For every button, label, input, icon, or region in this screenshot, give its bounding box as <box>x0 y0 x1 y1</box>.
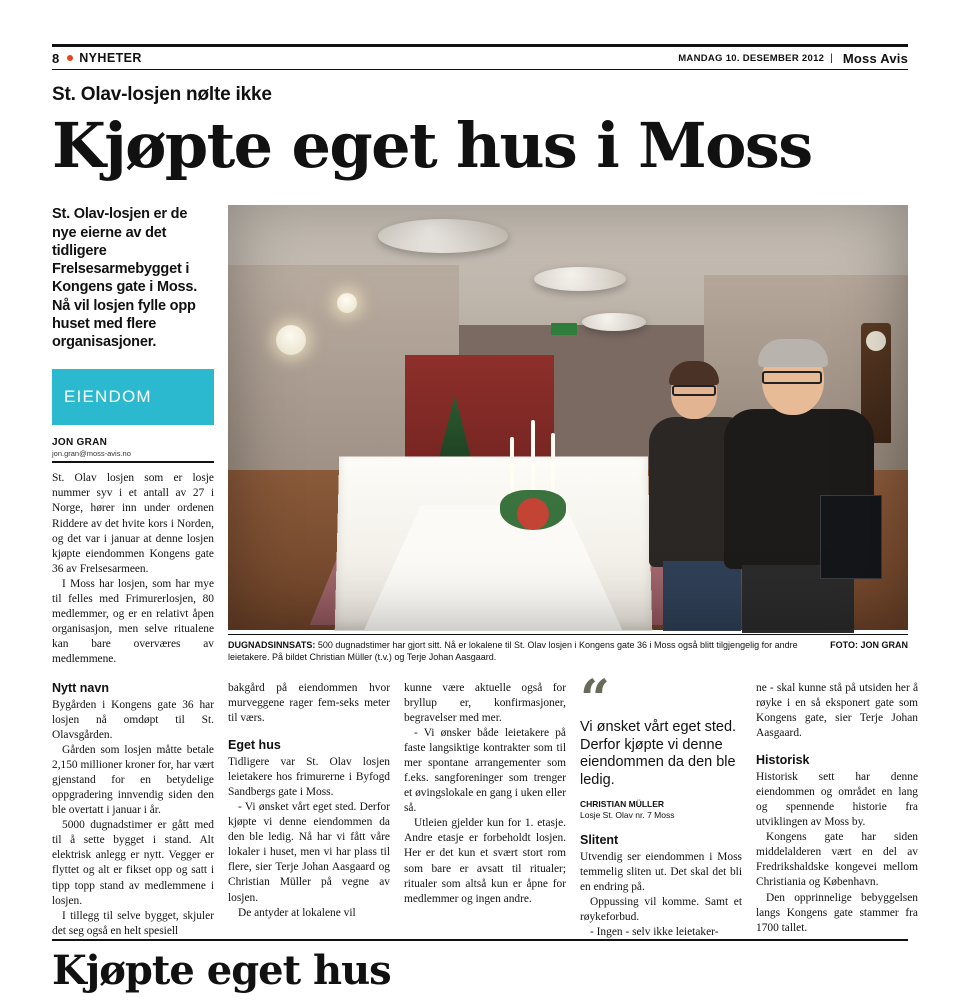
masthead-separator: | <box>830 52 833 64</box>
masthead <box>52 44 908 70</box>
intro-column <box>52 205 214 667</box>
pull-quote <box>580 668 742 821</box>
paragraph: I tillegg til selve bygget, skjuler det seg også en helt spesiell <box>52 909 214 937</box>
article-headline: Kjøpte eget hus i Moss <box>52 109 812 182</box>
subhead: Slitent <box>580 832 619 847</box>
paragraph: Bygården i Kongens gate 36 har losjen nå omdøpt til St. Olavsgården. <box>52 698 214 742</box>
article-photo <box>228 205 908 630</box>
paragraph: Tidligere var St. Olav losjen leietakere hos frimurerne i Byfogd Sandbergs gate i Moss. <box>228 756 390 799</box>
quote-mark-icon: “ <box>580 668 610 730</box>
body-column-5 <box>756 681 918 934</box>
subhead: Nytt navn <box>52 680 109 695</box>
photo-caption-lead: DUGNADSINNSATS: <box>228 640 316 651</box>
paragraph: ne - skal kunne stå på utsiden her å røyke i en så eksponert gate som Kongens gate, sier Terje Johan Aasgaard. <box>756 681 918 740</box>
subhead: Eget hus <box>228 738 281 753</box>
bullet-dot-icon <box>67 55 73 61</box>
paragraph: - Vi ønsker både leietakere på faste langsiktige kontrakter som til mer spontane arrangementer som f.eks. sangforeninger som trenger et øvingslokale en gang i uken eller så. <box>404 727 566 815</box>
paragraph: Oppussing vil komme. Samt et røykeforbud. <box>580 895 742 923</box>
byline <box>52 437 214 463</box>
paragraph: 5000 dugnadstimer er gått med til å sette bygget i stand. Alt elektrisk anlegg er nytt. Vegger er flyttet og alt er fikset opp og satt i tipp topp stand av medlemmene i losjen. <box>52 819 214 907</box>
paragraph: De antyder at lokalene vil <box>238 906 356 919</box>
paragraph: Utleien gjelder kun for 1. etasje. Andre etasje er forbeholdt losjen. Her er det kun et svært stort rom som bare er avsatt til ritualer; ritualer som altså kun er åpne for medlemmer og ingen andre. <box>404 817 566 905</box>
next-page-headline-peek: Kjøpte eget hus <box>52 946 391 994</box>
newspaper-page <box>0 44 960 1000</box>
paragraph: Kongens gate har siden middelalderen vært en del av Fredrikshaldske kongevei mellom Christiania og København. <box>756 831 918 889</box>
pull-quote-role: Losje St. Olav nr. 7 Moss <box>580 809 675 820</box>
photo-caption-body: 500 dugnadstimer har gjort sitt. Nå er lokalene til St. Olav losjen i Kongens gate 36 i Moss også blitt tilgjengelig for andre leietakere. På bildet Christian Müller (t.v.) og Terje Johan Aasgaard. <box>228 640 798 663</box>
page-number: 8 <box>52 50 60 66</box>
paragraph: Utvendig ser eiendommen i Moss temmelig sliten ut. Det skal det bli en endring på. <box>580 850 742 893</box>
byline-email: jon.gran@moss-avis.no <box>52 449 131 459</box>
photo-caption-text <box>228 639 822 663</box>
body-column-3 <box>404 681 566 931</box>
photo-vignette <box>228 205 908 630</box>
pull-quote-text: Vi ønsket vårt eget sted. Derfor kjøpte vi denne eiendommen da den ble ledig. <box>580 718 737 789</box>
body-column-2 <box>228 681 390 931</box>
standfirst: St. Olav-losjen er de nye eierne av det tidligere Frelsesarmebygget i Kongens gate i Moss. Nå vil losjen fylle opp huset med flere organisasjoner. <box>52 206 198 351</box>
article-kicker: St. Olav-losjen nølte ikke <box>52 84 272 105</box>
section-tag-label: EIENDOM <box>64 387 152 407</box>
issue-date: MANDAG 10. DESEMBER 2012 <box>678 52 825 64</box>
paragraph: - Ingen - selv ikke leietaker- <box>590 926 719 939</box>
page-bottom-rule <box>52 939 908 941</box>
article-top-area <box>52 205 908 667</box>
photo-column <box>228 205 908 667</box>
paragraph: bakgård på eiendommen hvor murveggene rager fem-seks meter til værs. <box>228 681 390 725</box>
lead-text <box>52 471 214 667</box>
lead-paragraph: St. Olav losjen som er losje nummer syv i et antall av 27 i Norge, hører inn under ordenen Riddere av det hvite kors i Norden, og det var i januar at denne losjen kjøpte eiendommen Kongens gate 36 av Frelsesarmeen. <box>52 472 214 575</box>
section-tag-badge <box>52 369 214 425</box>
body-column-1 <box>52 680 214 937</box>
pull-quote-name: CHRISTIAN MÜLLER <box>580 798 665 809</box>
paragraph: Den opprinnelige bebyggelsen langs Kongens gate stammer fra 1700 tallet. <box>756 891 918 934</box>
article-body-columns <box>52 668 918 939</box>
photo-wrap <box>228 205 908 663</box>
subhead: Historisk <box>756 753 810 768</box>
paragraph: - Vi ønsket vårt eget sted. Derfor kjøpte vi denne eiendommen da den ble ledig. Nå har vi fått våre lokaler i huset, men vi har plass til flere, sier Terje Johan Aasgaard og Christian Müller på vegne av losjen. <box>228 801 390 904</box>
photo-credit: FOTO: JON GRAN <box>830 640 908 651</box>
paper-name: Moss Avis <box>842 50 908 66</box>
body-column-4 <box>580 668 742 939</box>
masthead-left <box>52 51 142 66</box>
paragraph: Gården som losjen måtte betale 2,150 millioner kroner for, har vært gjenstand for en betydelige oppgradering innvendig siden den ble overtatt i januar i år. <box>52 744 214 817</box>
paragraph: kunne være aktuelle også for bryllup er, konfirmasjoner, begravelser med mer. <box>404 681 566 725</box>
section-label: NYHETER <box>79 51 142 65</box>
photo-caption <box>228 634 908 663</box>
paragraph: Historisk sett har denne eiendommen og området en lang og spennende historie fra utviklingen av Moss by. <box>756 771 918 829</box>
lead-paragraph: I Moss har losjen, som har mye til felles med Frimurerlosjen, 80 medlemmer, og er en relativt åpen organisasjon, men selve ritualene kan bare overværes av medlemmene. <box>52 577 214 665</box>
byline-name: JON GRAN <box>52 437 108 449</box>
pull-quote-attribution <box>580 799 742 821</box>
